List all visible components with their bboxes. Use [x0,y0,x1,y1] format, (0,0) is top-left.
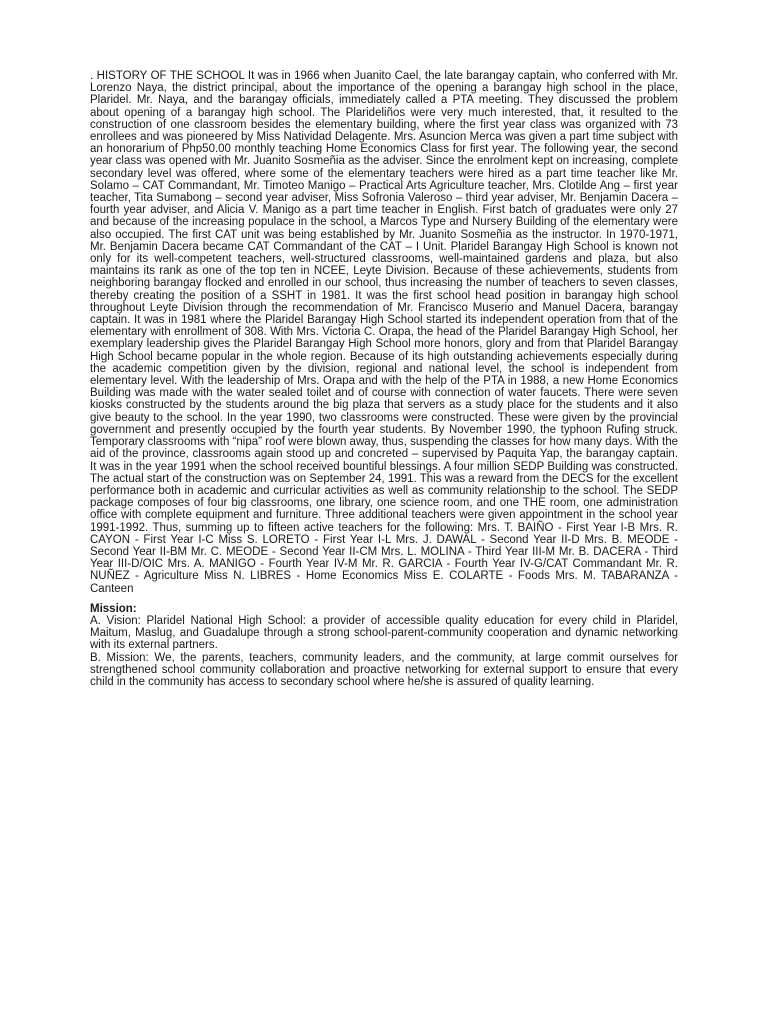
history-paragraph: . HISTORY OF THE SCHOOL It was in 1966 when Juanito Cael, the late barangay captain, who conferred with Mr. Lorenzo Naya, the district principal, about the importance of the opening a barangay high school in the place, Plaridel. Mr. Naya, and the barangay officials, immediately called a PTA meeting. They discussed the problem about opening of a barangay high school. The Plarideliños were very much interested, that, it resulted to the construction of one classroom besides the elementary building, where the first year class was organized with 73 enrollees and was pioneered by Miss Natividad Delagente. Mrs. Asuncion Merca was given a part time subject with an honorarium of Php50.00 monthly teaching Home Economics Class for first year. The following year, the second year class was opened with Mr. Juanito Sosmeñia as the adviser. Since the enrolment kept on increasing, complete secondary level was offered, where some of the elementary teachers were hired as a part time teacher like Mr. Solamo – CAT Commandant, Mr. Timoteo Manigo – Practical Arts Agriculture teacher, Mrs. Clotilde Ang – first year teacher, Tita Sumabong – second year adviser, Miss Sofronia Valeroso – third year adviser, Mr. Benjamin Dacera – fourth year adviser, and Alicia V. Manigo as a part time teacher in English. First batch of graduates were only 27 and because of the increasing populace in the school, a Marcos Type and Nursery Building of the elementary were also occupied. The first CAT unit was being established by Mr. Juanito Sosmeñia as the instructor. In 1970-1971, Mr. Benjamin Dacera became CAT Commandant of the CAT – I Unit. Plaridel Barangay High School is known not only for its well-competent teachers, well-structured classrooms, well-maintained gardens and plaza, but also maintains its rank as one of the top ten in NCEE, Leyte Division. Because of these achievements, students from neighboring barangay flocked and enrolled in our school, thus increasing the number of teachers to seven classes, thereby creating the position of a SSHT in 1981. It was the first school head position in barangay high school throughout Leyte Division through the recommendation of Mr. Francisco Muserio and Manuel Dacera, barangay captain. It was in 1981 where the Plaridel Barangay High School started its independent operation from that of the elementary with enrollment of 308. With Mrs. Victoria C. Orapa, the head of the Plaridel Barangay High School, her exemplary leadership gives the Plaridel Barangay High School more honors, glory and from that Plaridel Barangay High School became popular in the whole region. Because of its high outstanding achievements especially during the academic competition given by the division, regional and national level, the school is independent from elementary level. With the leadership of Mrs. Orapa and with the help of the PTA in 1988, a new Home Economics Building was made with the water sealed toilet and of course with connection of water faucets. There were seven kiosks constructed by the students around the big plaza that servers as a study place for the students and it also give beauty to the school. In the year 1990, two classrooms were constructed. These were given by the provincial government and presently occupied by the fourth year students. By November 1990, the typhoon Rufing struck. Temporary classrooms with “nipa” roof were blown away, thus, suspending the classes for how many days. With the aid of the province, classrooms again stood up and concreted – supervised by Paquita Yap, the barangay captain. It was in the year 1991 when the school received bountiful blessings. A four million SEDP Building was constructed. The actual start of the construction was on September 24, 1991. This was a reward from the DECS for the excellent performance both in academic and curricular activities as well as community relationship to the school. The SEDP package composes of four big classrooms, one library, one science room, and one THE room, one administration office with complete equipment and furniture. Three additional teachers were given appointment in the school year 1991-1992. Thus, summing up to fifteen active teachers for the following: Mrs. T. BAIÑO - First Year I-B Mrs. R. CAYON - First Year I-C Miss S. LORETO - First Year I-L Mrs. J. DAWAL - Second Year II-D Mrs. B. MEODE - Second Year II-BM Mr. C. MEODE - Second Year II-CM Mrs. L. MOLINA - Third Year III-M Mr. B. DACERA - Third Year III-D/OIC Mrs. A. MANIGO - Fourth Year IV-M Mr. R. GARCIA - Fourth Year IV-G/CAT Commandant Mr. R. NUÑEZ - Agriculture Miss N. LIBRES - Home Economics Miss E. COLARTE - Foods Mrs. M. TABARANZA - Canteen [90,70,678,595]
document-page [90,70,678,688]
vision-paragraph: A. Vision: Plaridel National High School: a provider of accessible quality education for every child in Plaridel, Maitum, Maslug, and Guadalupe through a strong school-parent-community cooperation and dynamic networking with its external partners. [90,614,678,652]
mission-paragraph: B. Mission: We, the parents, teachers, community leaders, and the community, at large commit ourselves for strengthened school community collaboration and proactive networking for external support to ensure that every child in the community has access to secondary school where he/she is assured of quality learning. [90,651,678,688]
mission-heading: Mission: [90,602,137,615]
